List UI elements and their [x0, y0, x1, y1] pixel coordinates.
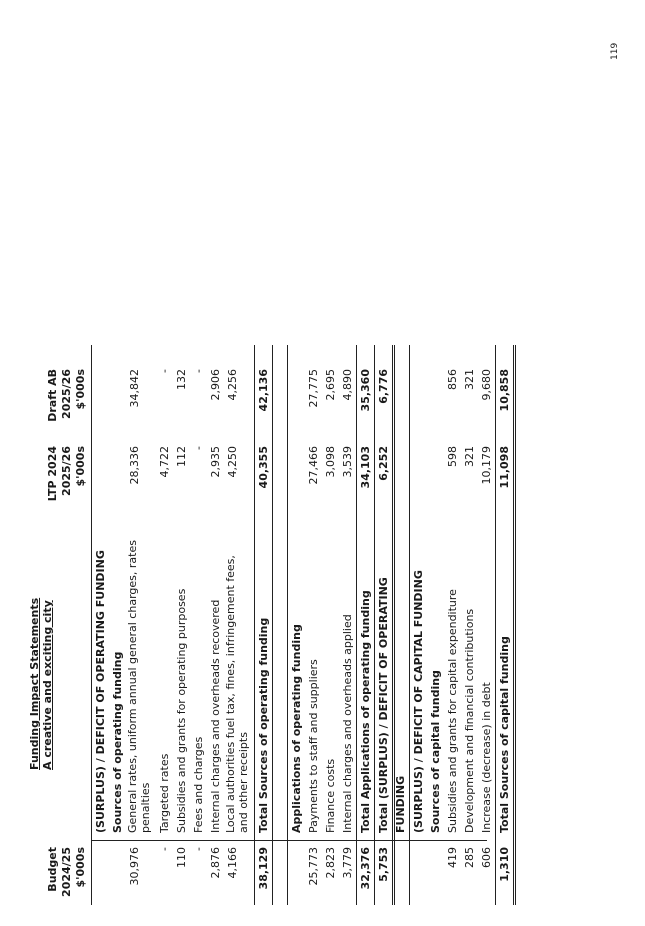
operating-applications-title: Applications of operating funding [287, 345, 305, 905]
table-row: 110 Subsidies and grants for operating purposes 112 132 [175, 369, 188, 868]
operating-sources-title: Sources of operating funding [111, 651, 124, 833]
title-line-2: A creative and exciting city [41, 600, 54, 770]
table-row: 2,823 Finance costs 3,098 2,695 [324, 369, 337, 879]
table-row: - Targeted rates 4,722 - [158, 369, 171, 851]
column-header-ltp: LTP 2024 2025/26 $'000s [46, 446, 87, 502]
table-row: 2,876 Internal charges and overheads recovered 2,935 2,906 [209, 369, 222, 879]
operating-sources-total-row: 38,129 Total Sources of operating funding 40,355 42,136 [254, 345, 273, 905]
table-row: - Fees and charges - - [192, 369, 205, 851]
funding-impact-table [28, 345, 538, 905]
column-header-draft: Draft AB 2025/26 $'000s [46, 369, 87, 422]
capital-sources-title: Sources of capital funding [429, 670, 442, 833]
column-header-budget: Budget 2024/25 $'000s [46, 847, 87, 897]
operating-applications-total-row: 32,376 Total Applications of operating funding 34,103 35,360 [356, 345, 374, 905]
table-row: 419 Subsidies and grants for capital expenditure 598 856 [446, 369, 459, 868]
page-number: 119 [610, 42, 620, 60]
table-row: 606 Increase (decrease) in debt 10,179 9,680 [480, 369, 493, 868]
table-row: 3,779 Internal charges and overheads applied 3,539 4,890 [341, 369, 354, 879]
operating-section-header: (SURPLUS) / DEFICIT OF OPERATING FUNDING [91, 345, 109, 905]
operating-net-total-row: 5,753 Total (SURPLUS) / DEFICIT OF OPERATING FUNDING 6,252 6,776 [374, 345, 395, 905]
table-row: 4,166 Local authorities fuel tax, fines, infringement fees, and other receipts 4,250 4,256 [224, 369, 250, 879]
capital-sources-total-row: 1,310 Total Sources of capital funding 11,098 10,858 [495, 345, 516, 905]
title-line-1: Funding Impact Statements [28, 597, 41, 770]
capital-section-header: (SURPLUS) / DEFICIT OF CAPITAL FUNDING [409, 345, 427, 905]
table-row: 285 Development and financial contributions 321 321 [463, 369, 476, 868]
table-row: 25,773 Payments to staff and suppliers 27,466 27,775 [307, 369, 320, 886]
table-body [91, 345, 516, 905]
table-row: 30,976 General rates, uniform annual general charges, rates penalties 28,336 34,842 [126, 369, 152, 886]
